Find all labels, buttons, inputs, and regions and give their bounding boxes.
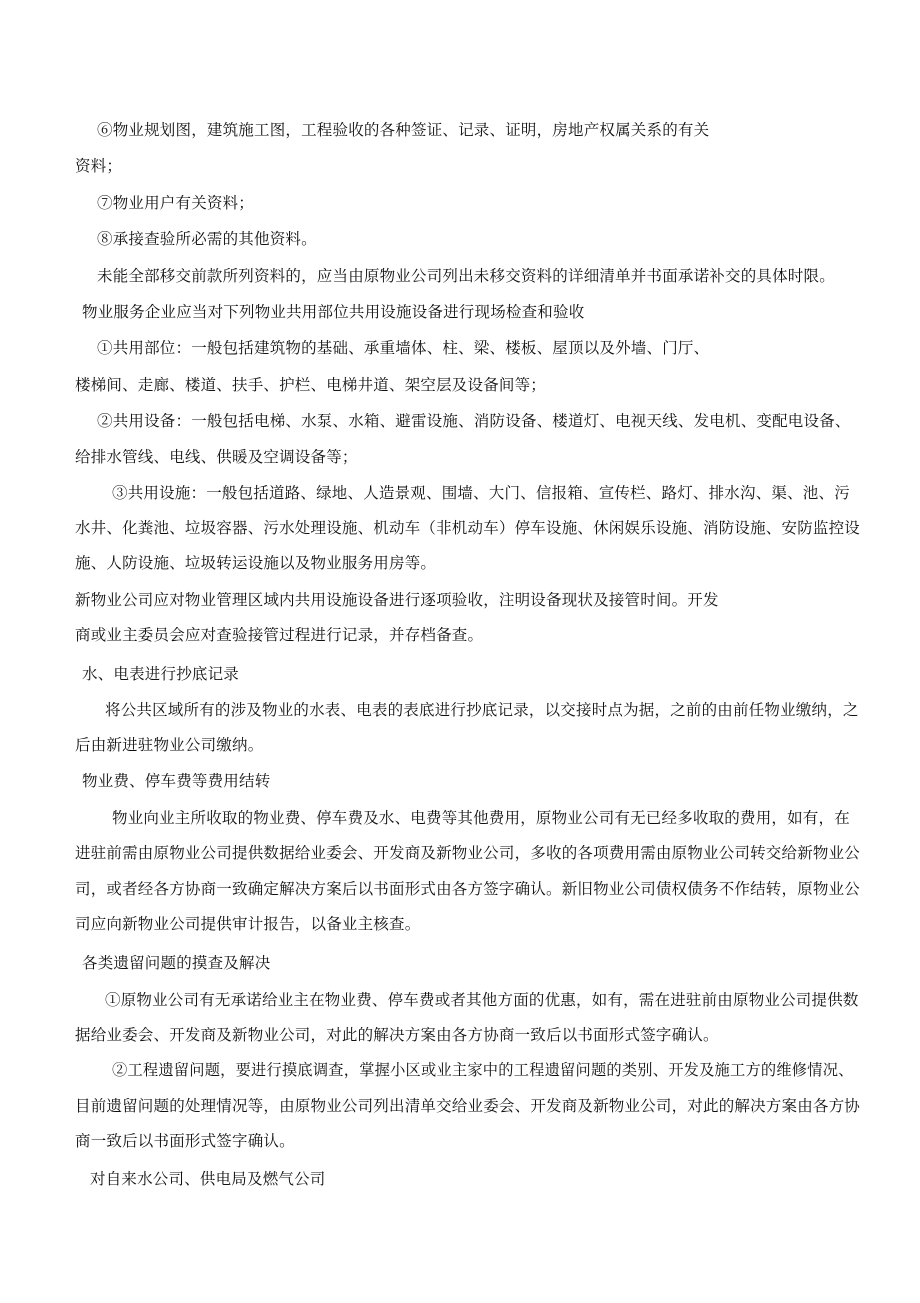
- paragraph-line: ①共用部位：一般包括建筑物的基础、承重墙体、柱、梁、楼板、屋顶以及外墙、门厅、: [97, 339, 710, 357]
- section-heading: 物业服务企业应当对下列物业共用部位共用设施设备进行现场检查和验收: [82, 303, 585, 321]
- section-heading: 各类遗留问题的摸查及解决: [82, 954, 271, 972]
- paragraph-line: 商一致后以书面形式签字确认。: [75, 1132, 295, 1150]
- paragraph-line: 施、人防设施、垃圾转运设施以及物业服务用房等。: [75, 554, 437, 572]
- paragraph-line: 给排水管线、电线、供暖及空调设备等；: [75, 448, 358, 466]
- section-heading: 水、电表进行抄底记录: [82, 665, 240, 683]
- paragraph-line: 进驻前需由原物业公司提供数据给业委会、开发商及新物业公司，多收的各项费用需由原物业公司转交给新物业公: [75, 844, 861, 862]
- paragraph-line: 楼梯间、走廊、楼道、扶手、护栏、电梯井道、架空层及设备间等；: [75, 376, 547, 394]
- paragraph-line: 水井、化粪池、垃圾容器、污水处理设施、机动车（非机动车）停车设施、休闲娱乐设施、消防设施、安防监控设: [75, 519, 861, 537]
- paragraph-line: 物业向业主所收取的物业费、停车费及水、电费等其他费用，原物业公司有无已经多收取的费用，如有，在: [112, 809, 850, 827]
- section-heading: 物业费、停车费等费用结转: [82, 772, 271, 790]
- paragraph-line: 目前遗留问题的处理情况等，由原物业公司列出清单交给业委会、开发商及新物业公司，对此的解决方案由各方协: [75, 1097, 861, 1115]
- paragraph-line: 将公共区域所有的涉及物业的水表、电表的表底进行抄底记录，以交接时点为据，之前的由前任物业缴纳，之: [105, 701, 859, 719]
- paragraph-line: ③共用设施：一般包括道路、绿地、人造景观、围墙、大门、信报箱、宣传栏、路灯、排水沟、渠、池、污: [112, 484, 850, 502]
- paragraph-line: ⑥物业规划图，建筑施工图，工程验收的各种签证、记录、证明，房地产权属关系的有关: [97, 121, 710, 139]
- section-heading: 对自来水公司、供电局及燃气公司: [90, 1170, 326, 1188]
- paragraph-line: 司，或者经各方协商一致确定解决方案后以书面形式由各方签字确认。新旧物业公司债权债务不作结转，原物业公: [75, 880, 861, 898]
- paragraph-line: 司应向新物业公司提供审计报告，以备业主核查。: [75, 915, 421, 933]
- paragraph-line: 后由新进驻物业公司缴纳。: [75, 736, 264, 754]
- paragraph-line: 未能全部移交前款所列资料的，应当由原物业公司列出未移交资料的详细清单并书面承诺补交的具体时限。: [97, 267, 835, 285]
- paragraph-line: 新物业公司应对物业管理区域内共用设施设备进行逐项验收，注明设备现状及接管时间。开发: [75, 591, 719, 609]
- paragraph-line: ①原物业公司有无承诺给业主在物业费、停车费或者其他方面的优惠，如有，需在进驻前由原物业公司提供数: [105, 991, 859, 1009]
- paragraph-line: ⑧承接查验所必需的其他资料。: [97, 230, 317, 248]
- paragraph-line: 据给业委会、开发商及新物业公司，对此的解决方案由各方协商一致后以书面形式签字确认。: [75, 1026, 719, 1044]
- paragraph-line: ②共用设备：一般包括电梯、水泵、水箱、避雷设施、消防设备、楼道灯、电视天线、发电机、变配电设备、: [97, 412, 851, 430]
- paragraph-line: ⑦物业用户有关资料；: [97, 194, 255, 212]
- paragraph-line: 商或业主委员会应对查验接管过程进行记录，并存档备查。: [75, 626, 484, 644]
- paragraph-line: 资料；: [75, 157, 123, 175]
- paragraph-line: ②工程遗留问题，要进行摸底调查，掌握小区或业主家中的工程遗留问题的类别、开发及施工方的维修情况、: [112, 1061, 854, 1079]
